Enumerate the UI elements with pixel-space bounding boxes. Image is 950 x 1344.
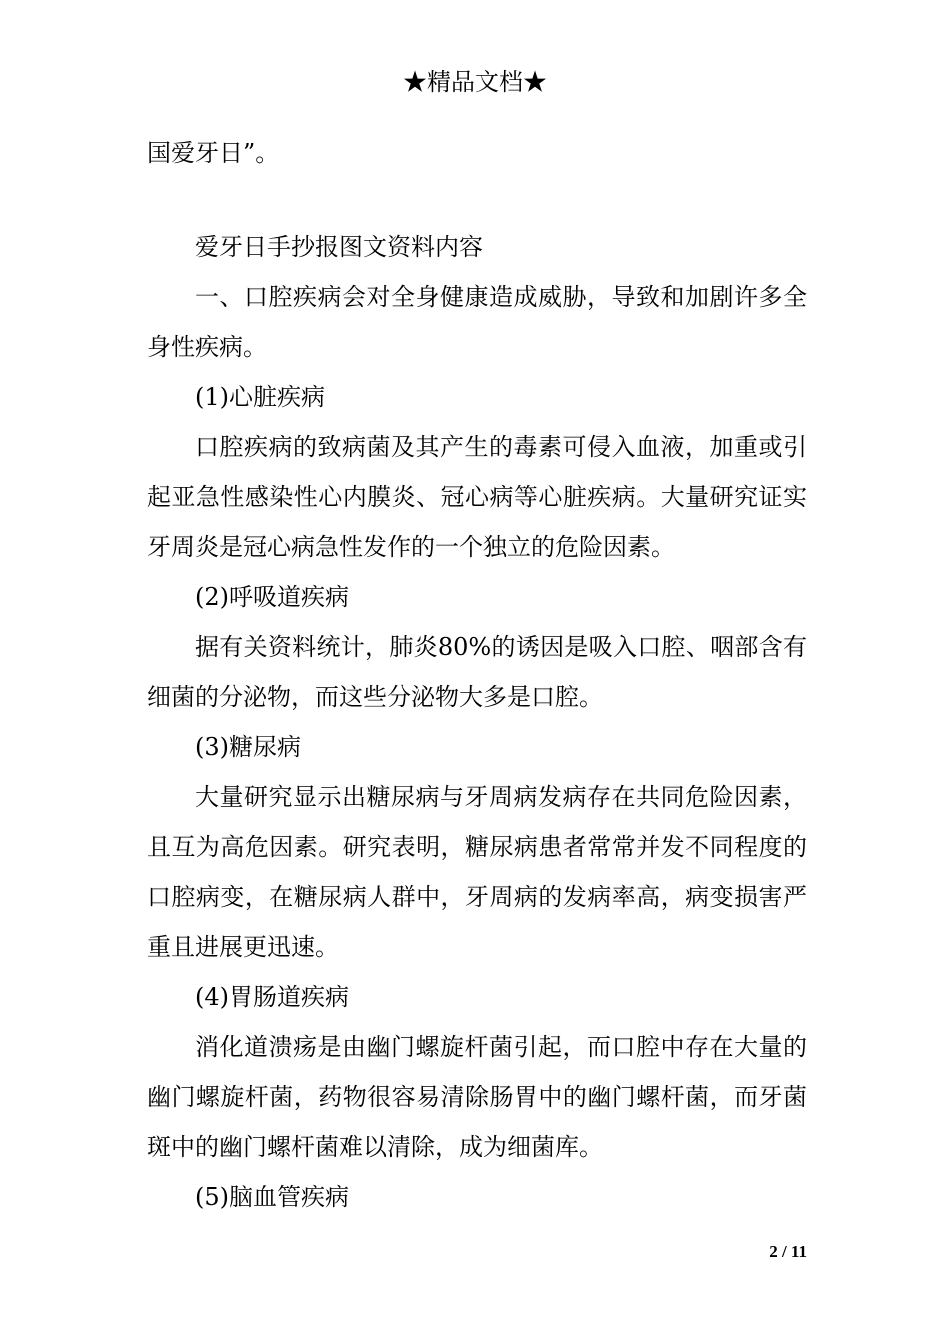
paragraph-gap <box>147 178 807 222</box>
subheading-gastrointestinal-disease: (4)胃肠道疾病 <box>195 983 349 1011</box>
subheading-cerebrovascular-disease: (5)脑血管疾病 <box>195 1183 349 1211</box>
paragraph: 大量研究显示出糖尿病与牙周病发病存在共同危险因素，且互为高危因素。研究表明，糖尿病患者常常并发不同程度的口腔病变，在糖尿病人群中，牙周病的发病率高，病变损害严重且进展更迅速。 <box>147 783 807 961</box>
subheading-heart-disease: (1)心脏疾病 <box>195 383 325 411</box>
paragraph: 据有关资料统计，肺炎80%的诱因是吸入口腔、咽部含有细菌的分泌物，而这些分泌物大多是口腔。 <box>147 633 807 711</box>
paragraph: 消化道溃疡是由幽门螺旋杆菌引起，而口腔中存在大量的幽门螺旋杆菌，药物很容易清除肠胃中的幽门螺杆菌，而牙菌斑中的幽门螺杆菌难以清除，成为细菌库。 <box>147 1033 807 1161</box>
paragraph: 一、口腔疾病会对全身健康造成威胁，导致和加剧许多全身性疾病。 <box>147 283 807 361</box>
subheading-respiratory-disease: (2)呼吸道疾病 <box>195 583 349 611</box>
page-number: 2 / 11 <box>769 1242 807 1261</box>
section-heading: 爱牙日手抄报图文资料内容 <box>195 233 483 261</box>
page-header-title: ★精品文档★ <box>403 68 547 96</box>
paragraph-continuation: 国爱牙日”。 <box>147 139 280 167</box>
subheading-diabetes: (3)糖尿病 <box>195 733 301 761</box>
document-body <box>147 128 807 1222</box>
paragraph: 口腔疾病的致病菌及其产生的毒素可侵入血液，加重或引起亚急性感染性心内膜炎、冠心病等心脏疾病。大量研究证实牙周炎是冠心病急性发作的一个独立的危险因素。 <box>147 433 807 561</box>
